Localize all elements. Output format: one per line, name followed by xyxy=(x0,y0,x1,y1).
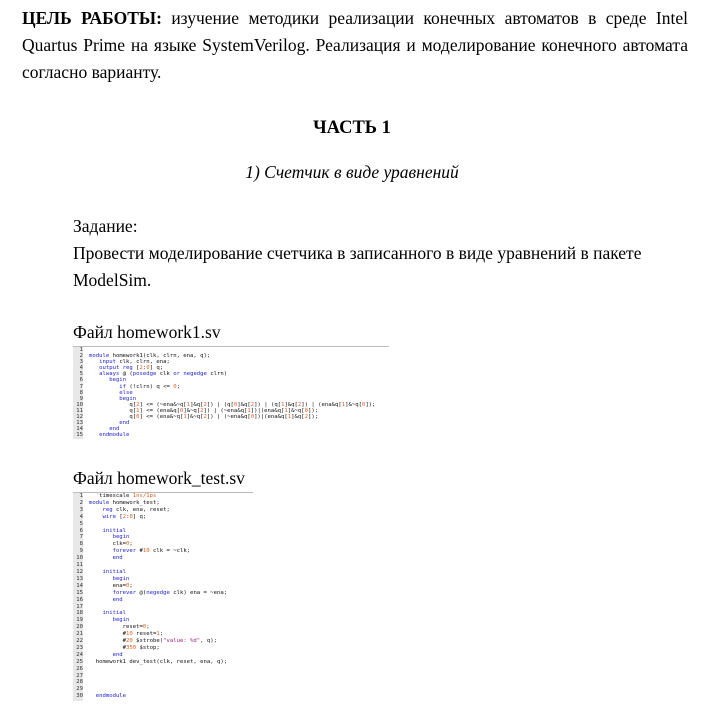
code-token: "value: %d" xyxy=(163,638,201,645)
code-line xyxy=(89,666,227,673)
code-token: 20 xyxy=(126,638,133,645)
code-token: ]&q[ xyxy=(284,401,298,408)
code-token: output reg xyxy=(89,365,137,372)
code-token: forever xyxy=(89,548,140,555)
code-token: 2 xyxy=(136,401,140,408)
code-line xyxy=(89,624,227,631)
code-token: ; xyxy=(176,383,180,390)
code-line xyxy=(89,583,227,590)
code-token: ]&q[ xyxy=(237,401,251,408)
code-token: 0 xyxy=(173,383,177,390)
code-token: clk = ~clk; xyxy=(149,548,191,555)
code-token: ] <= (ena&q[ xyxy=(139,407,180,414)
code-line xyxy=(89,604,227,611)
code-token: clk, ena, reset; xyxy=(115,506,170,513)
code-token: 1 xyxy=(247,407,251,414)
code-token: clk, clrn, ena; xyxy=(119,359,170,366)
code-token: end xyxy=(89,555,123,562)
code-token: : xyxy=(142,365,147,372)
code-token: module xyxy=(89,499,113,506)
code-line xyxy=(89,610,227,617)
code-token: reset= xyxy=(132,631,157,638)
code-token: negedge xyxy=(146,589,174,596)
code-token: begin xyxy=(89,395,137,402)
code-token: @( xyxy=(139,589,147,596)
line-number: 1 xyxy=(79,347,83,353)
code-line xyxy=(89,659,227,666)
part-title: ЧАСТЬ 1 xyxy=(313,118,391,138)
code-token: ])|(ena&q[ xyxy=(254,414,288,421)
code-token: reset= xyxy=(89,624,143,631)
code-line xyxy=(89,617,227,624)
code-token: 0 xyxy=(136,414,140,421)
code-token: wire xyxy=(89,513,120,520)
code-token: clk) ena = ~ena; xyxy=(173,589,228,596)
code-token: ]&q[ xyxy=(291,414,305,421)
line-number-gutter xyxy=(73,493,83,701)
code-line xyxy=(89,686,227,693)
code-token: ]); xyxy=(365,401,376,408)
line-number: 2 xyxy=(79,499,83,506)
code-token: 1 xyxy=(156,631,160,638)
code-token: ]); xyxy=(307,407,319,414)
code-token: [ xyxy=(119,513,123,520)
code-token: 1 xyxy=(284,407,288,414)
code-token: 1 xyxy=(341,401,346,408)
line-number: 18 xyxy=(76,610,83,617)
code-token: (!clrn) q <= xyxy=(129,383,174,390)
code-token: ]) | (~ena&q[ xyxy=(206,414,251,421)
line-number: 9 xyxy=(79,548,83,555)
line-number: 10 xyxy=(76,555,83,562)
code-token: ]) | (~ena&q[ xyxy=(203,407,248,414)
code-token: 2 xyxy=(304,414,308,421)
line-number: 5 xyxy=(79,520,83,527)
line-number: 12 xyxy=(76,414,83,421)
code-token: end xyxy=(89,426,120,433)
line-number: 3 xyxy=(79,506,83,513)
code-token: 350 xyxy=(126,644,137,651)
code-line xyxy=(89,652,227,659)
intro-paragraph xyxy=(22,5,688,86)
code-token: $strobe( xyxy=(132,638,164,645)
line-number: 16 xyxy=(76,596,83,603)
line-number: 25 xyxy=(76,658,83,665)
line-number: 4 xyxy=(79,513,83,520)
code-token: homework1(clk, clrn, ena, q); xyxy=(112,353,211,360)
code-token: `timescale xyxy=(89,493,133,499)
code-token: posedge xyxy=(132,371,160,378)
line-number: 20 xyxy=(76,624,83,631)
code-line xyxy=(89,569,227,576)
code-token: 1 xyxy=(183,414,187,421)
code-token: , q); xyxy=(200,638,217,645)
code-token: begin xyxy=(89,575,130,582)
code-line xyxy=(89,576,227,583)
code-token: if xyxy=(89,383,130,390)
line-number: 6 xyxy=(79,377,83,384)
code-token: q[ xyxy=(89,407,137,414)
line-number: 8 xyxy=(79,541,83,548)
goal-text: изучение методики реализации конечных автоматов в среде Intel Quartus Prime на языке SystemVerilog. Реализация и моделирование конечного автомата согласно варианту. xyxy=(22,8,688,82)
code-line xyxy=(89,548,227,555)
code-token: 0 xyxy=(361,401,366,408)
code-listing-homework-test xyxy=(73,492,253,701)
code-line xyxy=(89,645,227,652)
code-token: initial xyxy=(89,527,127,534)
code-token: 10 xyxy=(126,631,133,638)
line-number: 14 xyxy=(76,426,83,433)
line-number: 3 xyxy=(79,359,83,366)
code-token: begin xyxy=(89,377,127,384)
code-token: ]&~q[ xyxy=(287,407,305,414)
code-token: initial xyxy=(89,610,127,617)
code-token: initial xyxy=(89,568,127,575)
code-token: 1 xyxy=(281,401,285,408)
code-line xyxy=(89,541,227,548)
line-number: 7 xyxy=(79,383,83,390)
code-token: else xyxy=(89,389,133,396)
code-token: input xyxy=(89,359,120,366)
code-token: ; xyxy=(159,631,164,638)
code-token: homework1 dev_test(clk, reset, ena, q); xyxy=(89,658,228,665)
code-line xyxy=(89,693,227,700)
line-number: 15 xyxy=(76,589,83,596)
code-token: 1 xyxy=(186,401,191,408)
code-token: ] q; xyxy=(132,513,147,520)
code-token: 0 xyxy=(233,401,238,408)
code-line xyxy=(89,514,227,521)
code-token: ]); xyxy=(307,414,319,421)
code-lines xyxy=(89,347,375,438)
line-number-gutter xyxy=(73,347,83,439)
code-token: 1 xyxy=(136,407,140,414)
line-number: 13 xyxy=(76,420,83,427)
code-token: ]) | (q[ xyxy=(206,401,234,408)
line-number: 4 xyxy=(79,365,83,372)
code-token: ena= xyxy=(89,582,127,589)
file1-label: Файл homework1.sv xyxy=(73,322,221,342)
code-token: 2 xyxy=(122,513,127,520)
code-token: ]&~q[ xyxy=(186,414,204,421)
line-number: 30 xyxy=(76,693,83,700)
code-token: $stop; xyxy=(136,644,160,651)
section-subtitle: 1) Счетчик в виде уравнений xyxy=(245,162,459,182)
line-number: 26 xyxy=(76,665,83,672)
line-number: 10 xyxy=(76,401,83,408)
code-token: module xyxy=(89,353,113,360)
code-token: begin xyxy=(89,617,130,624)
line-number: 27 xyxy=(76,672,83,679)
line-number: 14 xyxy=(76,582,83,589)
code-line xyxy=(89,597,227,604)
code-token: 0 xyxy=(126,541,130,548)
code-line xyxy=(89,493,227,500)
code-lines xyxy=(89,493,227,700)
code-token: 2 xyxy=(200,407,204,414)
code-line xyxy=(89,521,227,528)
code-token: 2 xyxy=(203,414,207,421)
code-line xyxy=(89,555,227,562)
code-token: ])|(ena&q[ xyxy=(250,407,285,414)
code-line xyxy=(89,673,227,680)
line-number: 22 xyxy=(76,638,83,645)
code-token: 1ns/1ps xyxy=(132,493,157,499)
code-token: ]&~q[ xyxy=(345,401,362,408)
code-token: ]&q[ xyxy=(190,401,204,408)
code-token: clrn) xyxy=(210,371,228,378)
code-token: 0 xyxy=(179,407,184,414)
code-token: ] <= (ena&~q[ xyxy=(139,414,184,421)
code-token: 10 xyxy=(142,548,150,555)
line-number: 2 xyxy=(79,353,83,360)
task-label: Задание: xyxy=(73,216,138,236)
code-token: homework_test; xyxy=(112,499,160,506)
code-token: end xyxy=(89,596,123,603)
code-token: 2 xyxy=(203,401,207,408)
line-number: 11 xyxy=(76,562,83,569)
code-token: forever xyxy=(89,589,140,596)
code-line xyxy=(89,500,227,507)
code-token: 2 xyxy=(250,401,255,408)
code-token: clk xyxy=(159,371,174,378)
line-number: 24 xyxy=(76,651,83,658)
code-token: ] <= (~ena&~q[ xyxy=(139,401,187,408)
code-token: ; xyxy=(129,582,133,589)
line-number: 8 xyxy=(79,389,83,396)
file2-label: Файл homework_test.sv xyxy=(73,468,245,488)
code-token: 0 xyxy=(304,407,308,414)
code-token: q[ xyxy=(89,414,137,421)
code-token: endmodule xyxy=(89,693,127,700)
code-token: # xyxy=(139,548,143,555)
line-number: 7 xyxy=(79,534,83,541)
code-token: [ xyxy=(136,365,140,372)
line-number: 13 xyxy=(76,575,83,582)
code-line xyxy=(89,638,227,645)
code-token: ]) | (ena&q[ xyxy=(301,401,342,408)
goal-label: ЦЕЛЬ РАБОТЫ: xyxy=(22,8,162,28)
line-number: 11 xyxy=(76,407,83,414)
code-line xyxy=(89,590,227,597)
code-token: 1 xyxy=(287,414,292,421)
code-token: @ ( xyxy=(122,371,133,378)
code-token: always xyxy=(89,371,123,378)
code-token: clk= xyxy=(89,541,127,548)
line-number: 1 xyxy=(79,493,83,499)
task-text: Провести моделирование счетчика в записанного в виде уравнений в пакете ModelSim. xyxy=(73,243,642,290)
line-number: 29 xyxy=(76,686,83,693)
line-number: 21 xyxy=(76,631,83,638)
line-number: 12 xyxy=(76,568,83,575)
code-token: endmodule xyxy=(89,432,130,439)
code-token: end xyxy=(89,651,123,658)
code-line xyxy=(89,679,227,686)
code-token: 0 xyxy=(129,513,133,520)
code-token: 0 xyxy=(250,414,255,421)
line-number: 23 xyxy=(76,644,83,651)
code-token: 0 xyxy=(146,365,150,372)
code-token: 2 xyxy=(297,401,302,408)
code-line xyxy=(89,507,227,514)
code-token: 2 xyxy=(139,365,143,372)
line-number: 17 xyxy=(76,603,83,610)
code-token: # xyxy=(89,638,127,645)
code-token: end xyxy=(89,420,130,427)
code-token: # xyxy=(89,631,127,638)
code-token: ]) | (q[ xyxy=(254,401,282,408)
line-number: 15 xyxy=(76,432,83,439)
code-token: ; xyxy=(146,624,150,631)
code-token: q[ xyxy=(89,401,137,408)
line-number: 19 xyxy=(76,617,83,624)
line-number: 9 xyxy=(79,395,83,402)
code-line xyxy=(89,534,227,541)
code-token: : xyxy=(126,513,130,520)
line-number: 6 xyxy=(79,527,83,534)
code-token: ] q; xyxy=(149,365,164,372)
code-token: ]&~q[ xyxy=(183,407,201,414)
code-line xyxy=(89,528,227,535)
code-token: 0 xyxy=(142,624,147,631)
code-line xyxy=(89,631,227,638)
code-listing-homework1 xyxy=(73,346,389,439)
code-token: ; xyxy=(129,541,133,548)
code-token: 0 xyxy=(126,582,130,589)
line-number: 5 xyxy=(79,371,83,378)
code-token: begin xyxy=(89,534,130,541)
line-number: 28 xyxy=(76,679,83,686)
code-token: reg xyxy=(89,506,116,513)
code-token: or negedge xyxy=(173,371,211,378)
code-line xyxy=(89,562,227,569)
code-line xyxy=(89,432,375,438)
code-token: # xyxy=(89,644,127,651)
